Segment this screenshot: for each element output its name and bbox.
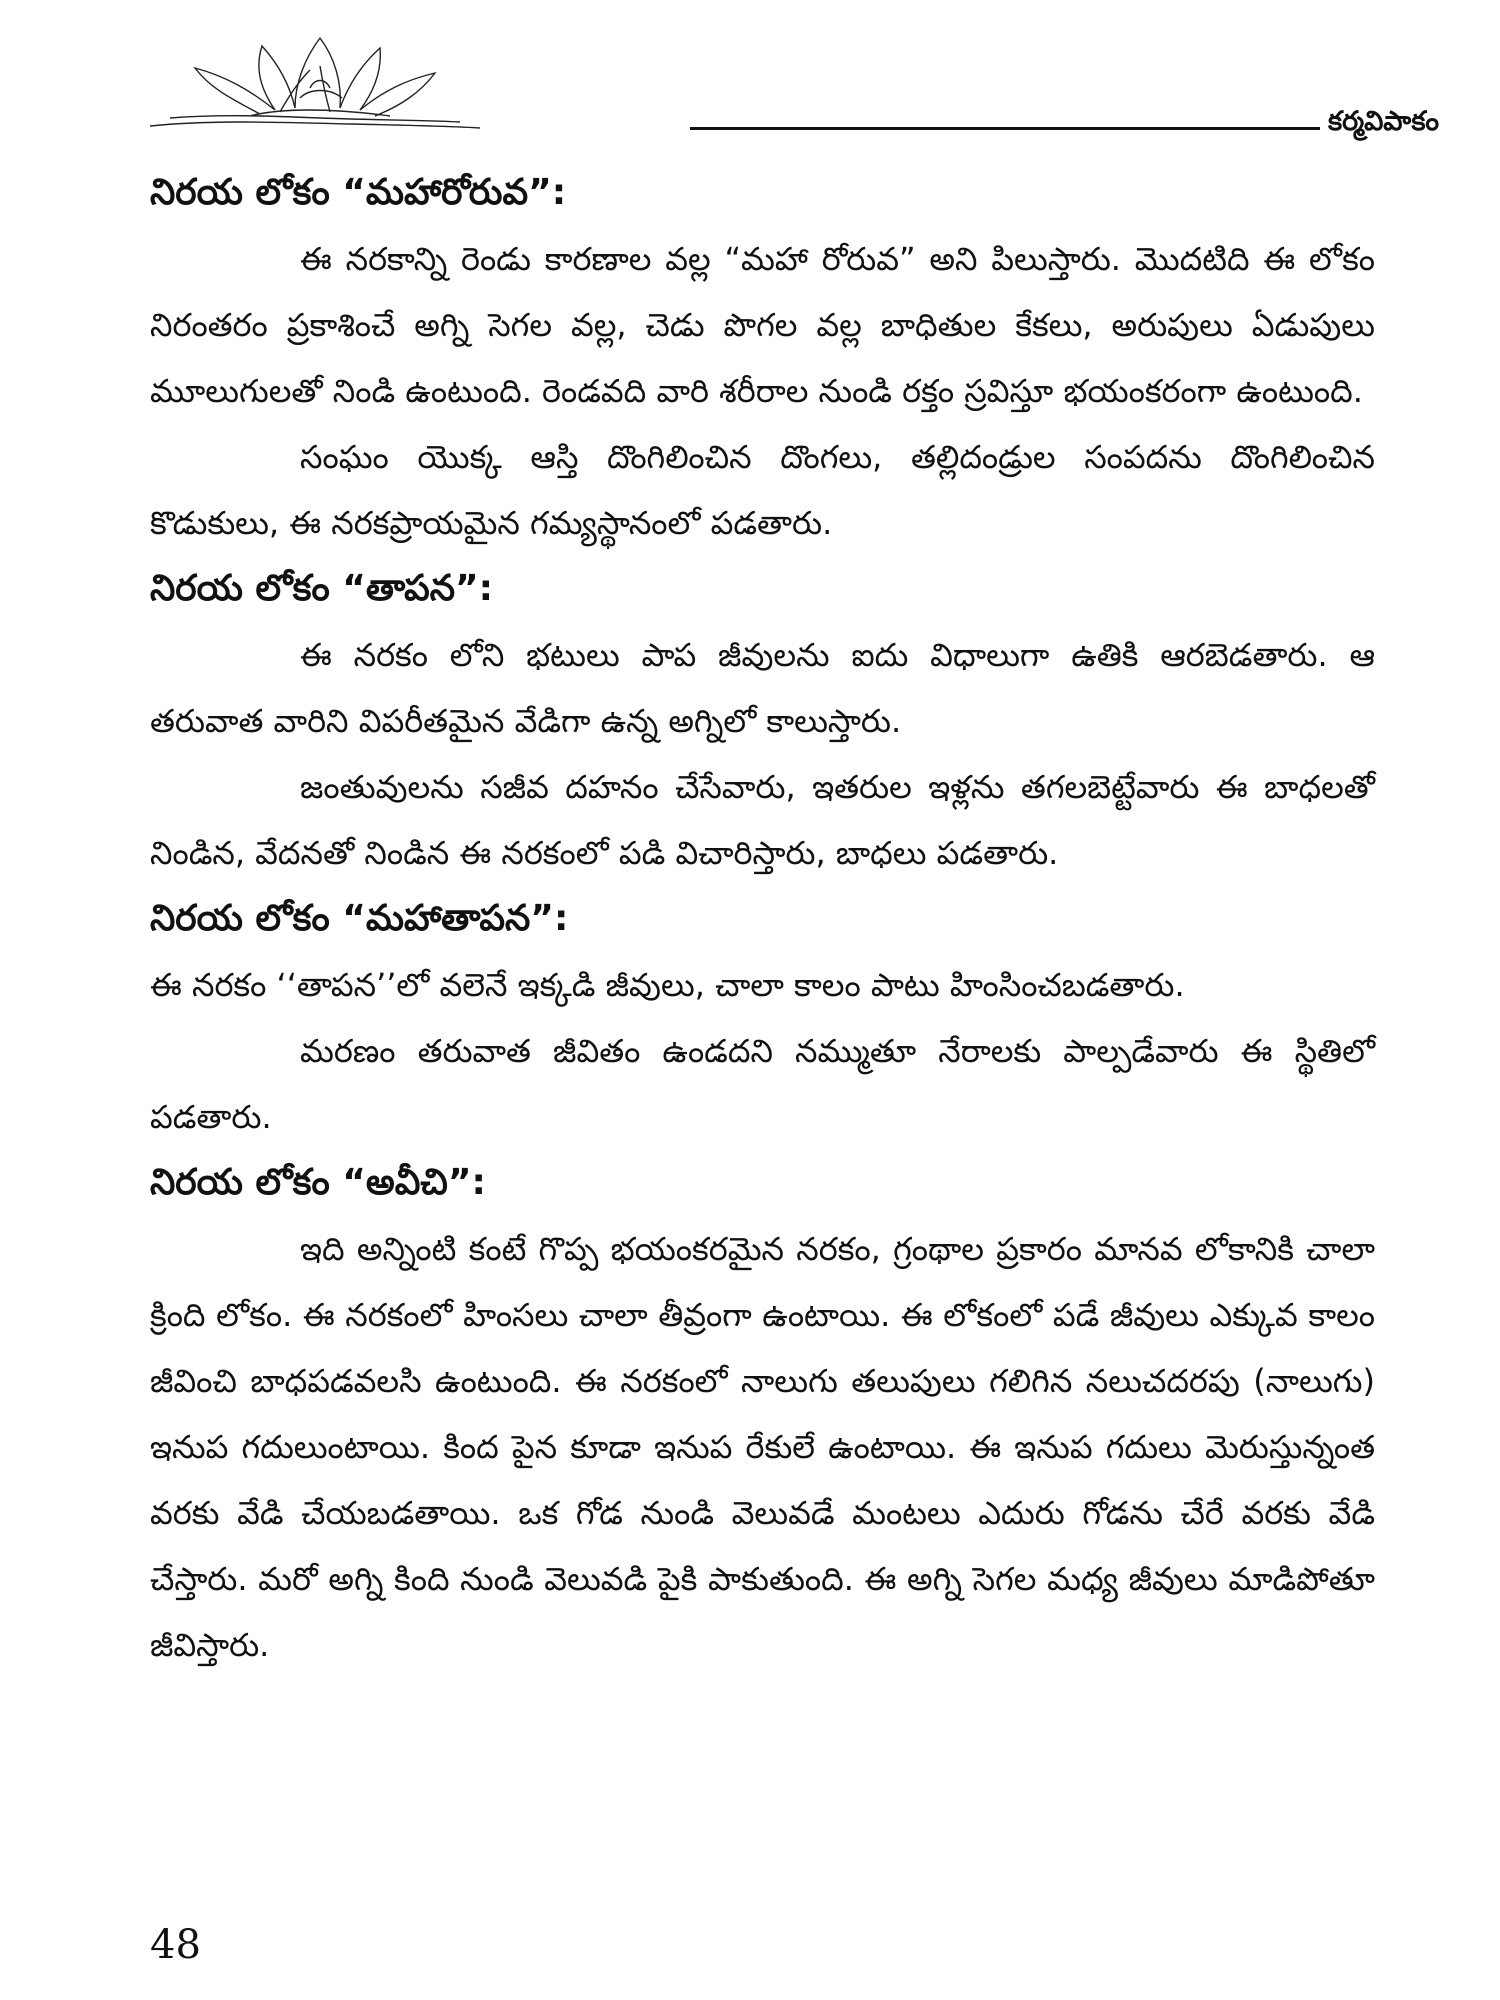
paragraph: ఈ నరకాన్ని రెండు కారణాల వల్ల “మహా రోరువ” అని పిలుస్తారు. మొదటిది ఈ లోకం నిరంతరం ప్రకాశించే అగ్ని సెగల వల్ల, చెడు పొగల వల్ల బాధితుల కేకలు, అరుపులు ఏడుపులు మూలుగులతో నిండి ఉంటుంది. రెండవది వారి శరీరాల నుండి రక్తం స్రవిస్తూ భయంకరంగా ఉంటుంది. [150,240,1375,410]
header-rule [690,127,1320,130]
section-avichi [150,1150,1375,1678]
running-title: కర్మవిపాకం [1328,106,1440,137]
page-header [150,28,1440,148]
paragraph: సంఘం యొక్క ఆస్తి దొంగిలించిన దొంగలు, తల్లిదండ్రుల సంపదను దొంగిలించిన కొడుకులు, ఈ నరకప్రాయమైన గమ్యస్థానంలో పడతారు. [150,438,1375,542]
section-heading: నిరయ లోకం “తాపన”: [150,568,494,609]
paragraph: ఈ నరకం ‘‘తాపన’’లో వలెనే ఇక్కడి జీవులు, చాలా కాలం పాటు హింసించబడతారు. [150,966,1185,1004]
paragraph: ఈ నరకం లోని భటులు పాప జీవులను ఐదు విధాలుగా ఉతికి ఆరబెడతారు. ఆ తరువాత వారిని విపరీతమైన వేడిగా ఉన్న అగ్నిలో కాలుస్తారు. [150,636,1375,740]
section-mahatapana [150,886,1375,1150]
page-number: 48 [150,1922,201,1968]
paragraph: ఇది అన్నింటి కంటే గొప్ప భయంకరమైన నరకం, గ్రంథాల ప్రకారం మానవ లోకానికి చాలా క్రింది లోకం. ఈ నరకంలో హింసలు చాలా తీవ్రంగా ఉంటాయి. ఈ లోకంలో పడే జీవులు ఎక్కువ కాలం జీవించి బాధపడవలసి ఉంటుంది. ఈ నరకంలో నాలుగు తలుపులు గలిగిన నలుచదరపు (నాలుగు) ఇనుప గదులుంటాయి. కింద పైన కూడా ఇనుప రేకులే ఉంటాయి. ఈ ఇనుప గదులు మెరుస్తున్నంత వరకు వేడి చేయబడతాయి. ఒక గోడ నుండి వెలువడే మంటలు ఎదురు గోడను చేరే వరకు వేడి చేస్తారు. మరో అగ్ని కింది నుండి వెలువడి పైకి పాకుతుంది. ఈ అగ్ని సెగల మధ్య జీవులు మాడిపోతూ జీవిస్తారు. [150,1230,1375,1664]
page-body [150,160,1375,1678]
lotus-icon [150,28,480,138]
section-heading: నిరయ లోకం “మహాతాపన”: [150,898,569,939]
paragraph: మరణం తరువాత జీవితం ఉండదని నమ్ముతూ నేరాలకు పాల్పడేవారు ఈ స్థితిలో పడతారు. [150,1032,1375,1136]
section-tapana [150,556,1375,886]
section-maharoruva [150,160,1375,556]
paragraph: జంతువులను సజీవ దహనం చేసేవారు, ఇతరుల ఇళ్లను తగలబెట్టేవారు ఈ బాధలతో నిండిన, వేదనతో నిండిన ఈ నరకంలో పడి విచారిస్తారు, బాధలు పడతారు. [150,768,1375,872]
section-heading: నిరయ లోకం “అవీచి”: [150,1162,486,1203]
section-heading: నిరయ లోకం “మహారోరువ”: [150,172,567,213]
